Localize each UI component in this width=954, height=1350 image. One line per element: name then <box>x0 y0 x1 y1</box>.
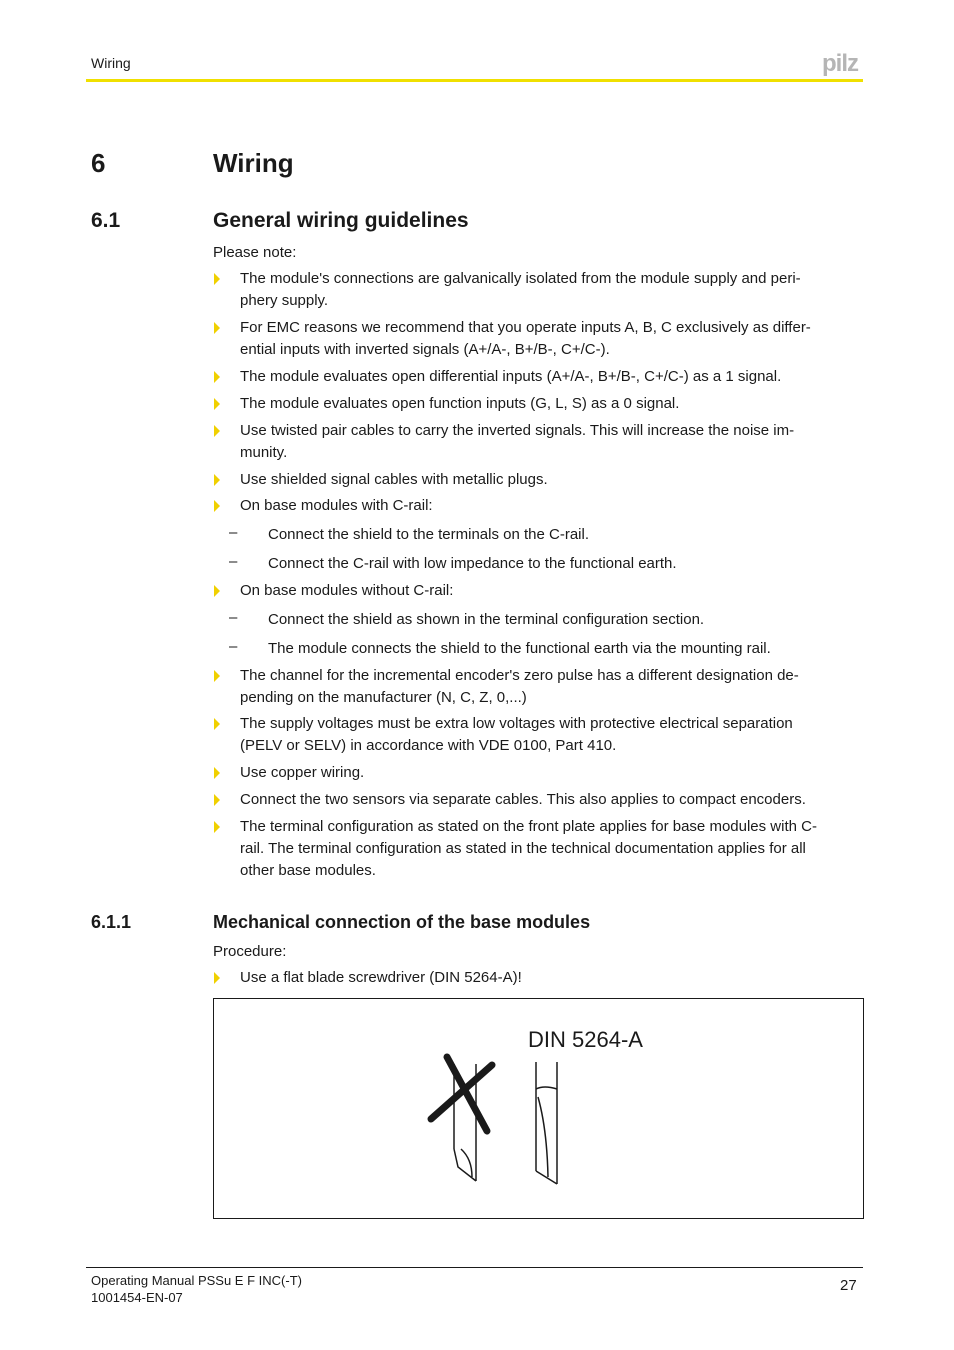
bullet-icon <box>214 972 220 984</box>
sub-list-item: Connect the shield as shown in the terminal configuration section. <box>268 611 705 628</box>
bullet-icon <box>214 371 220 383</box>
list-item: On base modules without C-rail: <box>240 582 454 599</box>
footer-doc-number: 1001454-EN-07 <box>91 1290 183 1305</box>
list-item: The supply voltages must be extra low voltages with protective electrical separation (PELV or SELV) in accordance with VDE 0100, Part 410. <box>240 715 793 754</box>
bullet-icon <box>214 670 220 682</box>
section-number: 6.1 <box>91 209 121 232</box>
footer-manual-title: Operating Manual PSSu E F INC(-T) <box>91 1273 302 1288</box>
cross-out-icon <box>431 1057 492 1131</box>
list-item: Use a flat blade screwdriver (DIN 5264-A)! <box>240 969 522 986</box>
list-item: For EMC reasons we recommend that you operate inputs A, B, C exclusively as differ- ential inputs with inverted signals (A+/A-, B+/B-, C+/C-). <box>240 319 811 358</box>
figure-label: DIN 5264-A <box>528 1027 643 1052</box>
list-item: The module's connections are galvanically isolated from the module supply and peri- phery supply. <box>240 270 801 309</box>
flat-blade-screwdriver-icon <box>536 1062 557 1184</box>
pilz-logo: pilz <box>822 50 858 77</box>
subsection-intro: Procedure: <box>213 943 287 960</box>
list-item: Use shielded signal cables with metallic plugs. <box>240 471 548 488</box>
bullet-icon <box>214 718 220 730</box>
bullet-icon <box>214 767 220 779</box>
dash-marker: – <box>229 553 238 570</box>
list-item: Connect the two sensors via separate cables. This also applies to compact encoders. <box>240 791 806 808</box>
list-item: The module evaluates open differential inputs (A+/A-, B+/B-, C+/C-) as a 1 signal. <box>240 368 782 385</box>
dash-marker: – <box>229 609 238 626</box>
bullet-icon <box>214 794 220 806</box>
list-item: The module evaluates open function inputs (G, L, S) as a 0 signal. <box>240 395 680 412</box>
sub-list-item: Connect the C-rail with low impedance to the functional earth. <box>268 555 677 572</box>
list-item: Use twisted pair cables to carry the inverted signals. This will increase the noise im- munity. <box>240 422 795 461</box>
bullet-icon <box>214 474 220 486</box>
dash-marker: – <box>229 638 238 655</box>
screwdriver-figure <box>213 998 864 1219</box>
sub-list-item: The module connects the shield to the functional earth via the mounting rail. <box>268 640 771 657</box>
list-item: Use copper wiring. <box>240 764 365 781</box>
section-title: General wiring guidelines <box>213 209 469 232</box>
subsection-title: Mechanical connection of the base modules <box>213 912 591 932</box>
list-item: On base modules with C-rail: <box>240 497 433 514</box>
list-item: The terminal configuration as stated on the front plate applies for base modules with C- rail. The terminal configuration as stated in the technical documentation applies for all other base modules. <box>240 818 817 879</box>
section-intro: Please note: <box>213 244 297 261</box>
footer-rule <box>86 1267 863 1268</box>
bullet-icon <box>214 585 220 597</box>
bullet-icon <box>214 273 220 285</box>
bullet-icon <box>214 398 220 410</box>
bullet-icon <box>214 821 220 833</box>
bullet-icon <box>214 500 220 512</box>
sub-list-item: Connect the shield to the terminals on the C-rail. <box>268 526 589 543</box>
chapter-number: 6 <box>91 148 106 178</box>
screwdriver-illustration <box>214 999 863 1218</box>
running-header: Wiring <box>91 55 131 71</box>
bullet-icon <box>214 425 220 437</box>
subsection-number: 6.1.1 <box>91 912 132 932</box>
dash-marker: – <box>229 524 238 541</box>
list-item: The channel for the incremental encoder's zero pulse has a different designation de- pending on the manufacturer (N, C, Z, 0,...) <box>240 667 799 706</box>
header-rule <box>86 79 863 82</box>
page-number: 27 <box>840 1277 857 1294</box>
chapter-title: Wiring <box>213 148 294 178</box>
bullet-icon <box>214 322 220 334</box>
